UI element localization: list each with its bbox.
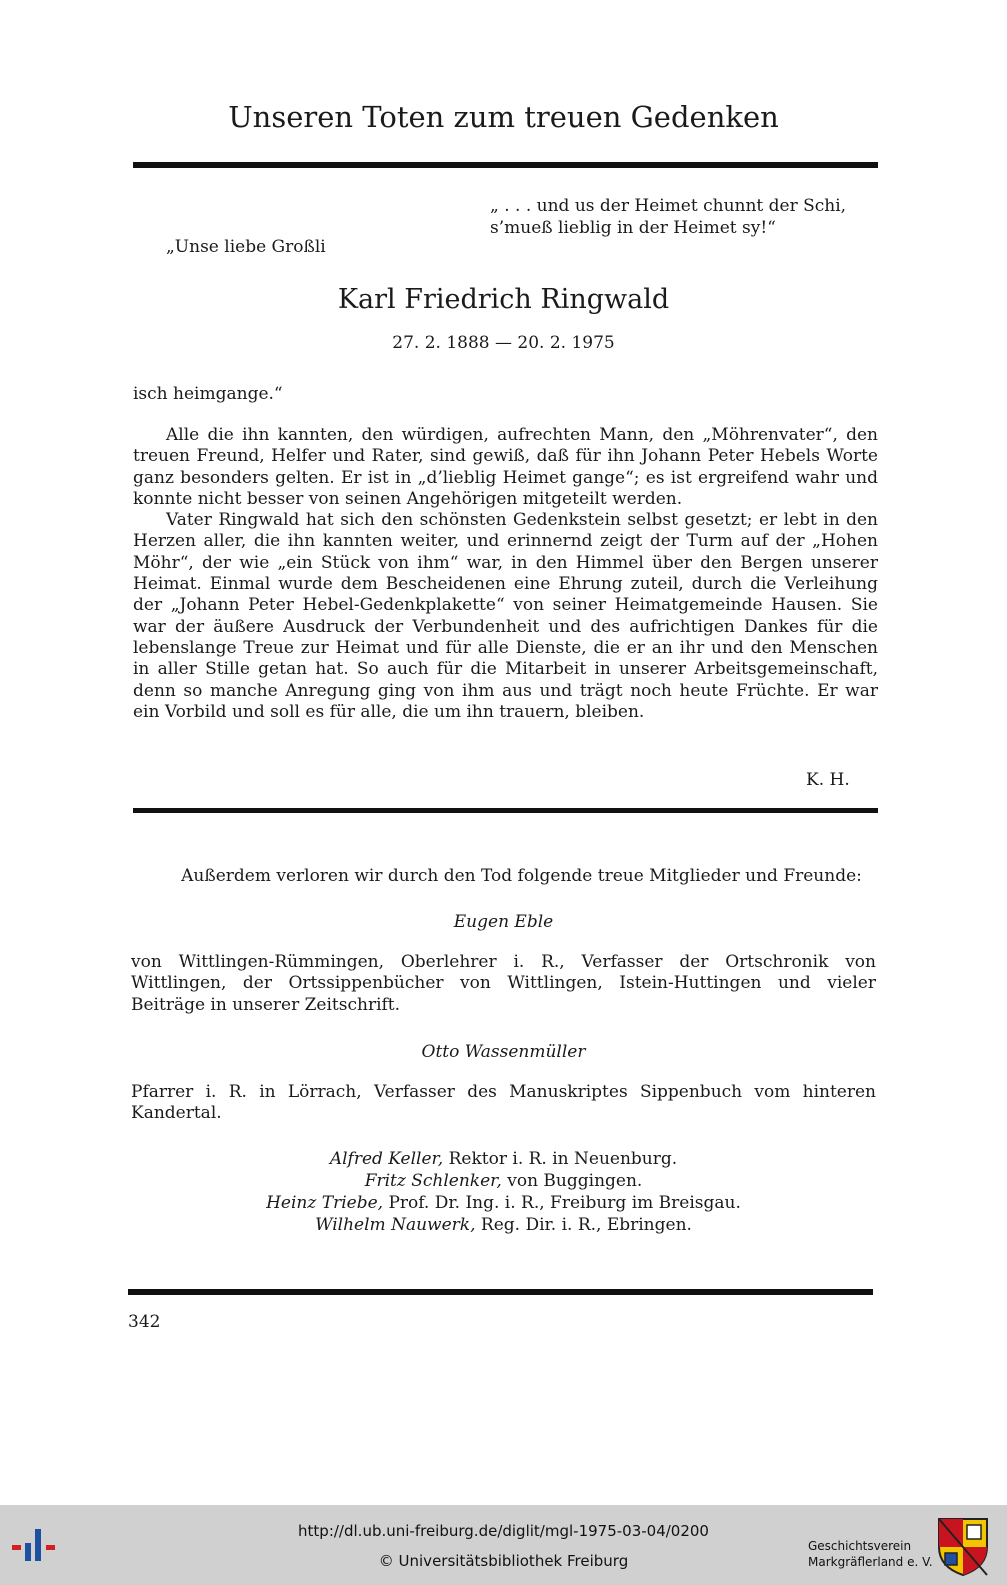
members-intro: Außerdem verloren wir durch den Tod folgende treue Mitglieder und Freunde: — [181, 866, 862, 886]
member-name-wassenmueller: Otto Wassenmüller — [421, 1042, 586, 1062]
footer-bar — [0, 1505, 1007, 1585]
member-name: Fritz Schlenker, — [364, 1171, 502, 1191]
list-item — [0, 1148, 1007, 1170]
middle-rule — [133, 808, 878, 813]
permalink-url[interactable]: http://dl.ub.uni-freiburg.de/diglit/mgl-1975-03-04/0200 — [298, 1522, 709, 1540]
obituary-body — [133, 425, 878, 723]
page-heading: Unseren Toten zum treuen Gedenken — [228, 100, 779, 134]
page-number: 342 — [128, 1312, 161, 1332]
member-name: Alfred Keller, — [329, 1149, 444, 1169]
society-name-line-1: Geschichtsverein — [808, 1539, 912, 1553]
member-text-eble: von Wittlingen-Rümmingen, Oberlehrer i. R., Verfasser der Ortschronik von Wittlingen, der Ortssippenbücher von Wittlingen, Istein-Huttingen und vieler Beiträge in unserer Zeitschrift. — [131, 952, 876, 1015]
member-detail: von Buggingen. — [501, 1171, 643, 1191]
obituary-paragraph-2: Vater Ringwald hat sich den schönsten Gedenkstein selbst gesetzt; er lebt in den Herzen aller, die ihn kannten weiter, und erinnernd zeigt der Turm auf der „Hohen Möhr“, der wie „ein Stück von ihm“ war, in den Himmel über den Bergen unserer Heimat. Einmal wurde dem Bescheidenen eine Ehrung zuteil, durch die Verleihung der „Johann Peter Hebel-Gedenkplakette“ von seiner Heimatgemeinde Hausen. Sie war der äußere Ausdruck der Verbundenheit und des aufrichtigen Dankes für die lebenslange Treue zur Heimat und für alle Dienste, die er an ihr und den Menschen in aller Stille getan hat. So auch für die Mitarbeit in unserer Arbeitsgemeinschaft, denn so manche Anregung ging von ihm aus und trägt noch heute Früchte. Er war ein Vorbild und soll es für alle, die um ihn trauern, bleiben. — [133, 510, 878, 722]
other-members-list — [0, 1148, 1007, 1236]
list-item — [0, 1192, 1007, 1214]
motto-line-1: „ . . . und us der Heimet chunnt der Schi, — [490, 196, 847, 216]
member-name: Wilhelm Nauwerk, — [315, 1215, 476, 1235]
deceased-name: Karl Friedrich Ringwald — [337, 284, 670, 315]
author-signature: K. H. — [806, 770, 850, 790]
member-detail: Rektor i. R. in Neuenburg. — [443, 1149, 678, 1169]
member-text-wassenmueller: Pfarrer i. R. in Lörrach, Verfasser des Manuskriptes Sippenbuch vom hinteren Kandertal. — [131, 1082, 876, 1124]
life-dates: 27. 2. 1888 — 20. 2. 1975 — [392, 333, 615, 353]
copyright-text: © Universitätsbibliothek Freiburg — [378, 1552, 629, 1570]
top-rule — [133, 162, 878, 168]
member-detail: Prof. Dr. Ing. i. R., Freiburg im Breisgau. — [383, 1193, 741, 1213]
motto-quote — [490, 195, 846, 239]
markgraeflerland-crest-icon — [937, 1517, 989, 1577]
motto-line-2: s’mueß lieblig in der Heimet sy!“ — [490, 218, 776, 238]
member-name-eble: Eugen Eble — [453, 912, 554, 932]
grossli-quote: „Unse liebe Großli — [166, 237, 326, 257]
obituary-paragraph-1: Alle die ihn kannten, den würdigen, aufrechten Mann, den „Möhrenvater“, den treuen Freund, Helfer und Rater, sind gewiß, daß für ihn Johann Peter Hebels Worte ganz besonders gelten. Er ist in „d’lieblig Heimet gange“; es ist ergreifend wahr und konnte nicht besser von seinen Angehörigen mitgeteilt werden. — [133, 425, 878, 509]
bottom-rule — [128, 1289, 873, 1295]
list-item — [0, 1214, 1007, 1236]
list-item — [0, 1170, 1007, 1192]
society-name-line-2: Markgräflerland e. V. — [808, 1555, 933, 1569]
heimgange-quote: isch heimgange.“ — [133, 384, 283, 404]
society-name — [808, 1538, 933, 1570]
member-detail: Reg. Dir. i. R., Ebringen. — [475, 1215, 692, 1235]
member-name: Heinz Triebe, — [266, 1193, 384, 1213]
